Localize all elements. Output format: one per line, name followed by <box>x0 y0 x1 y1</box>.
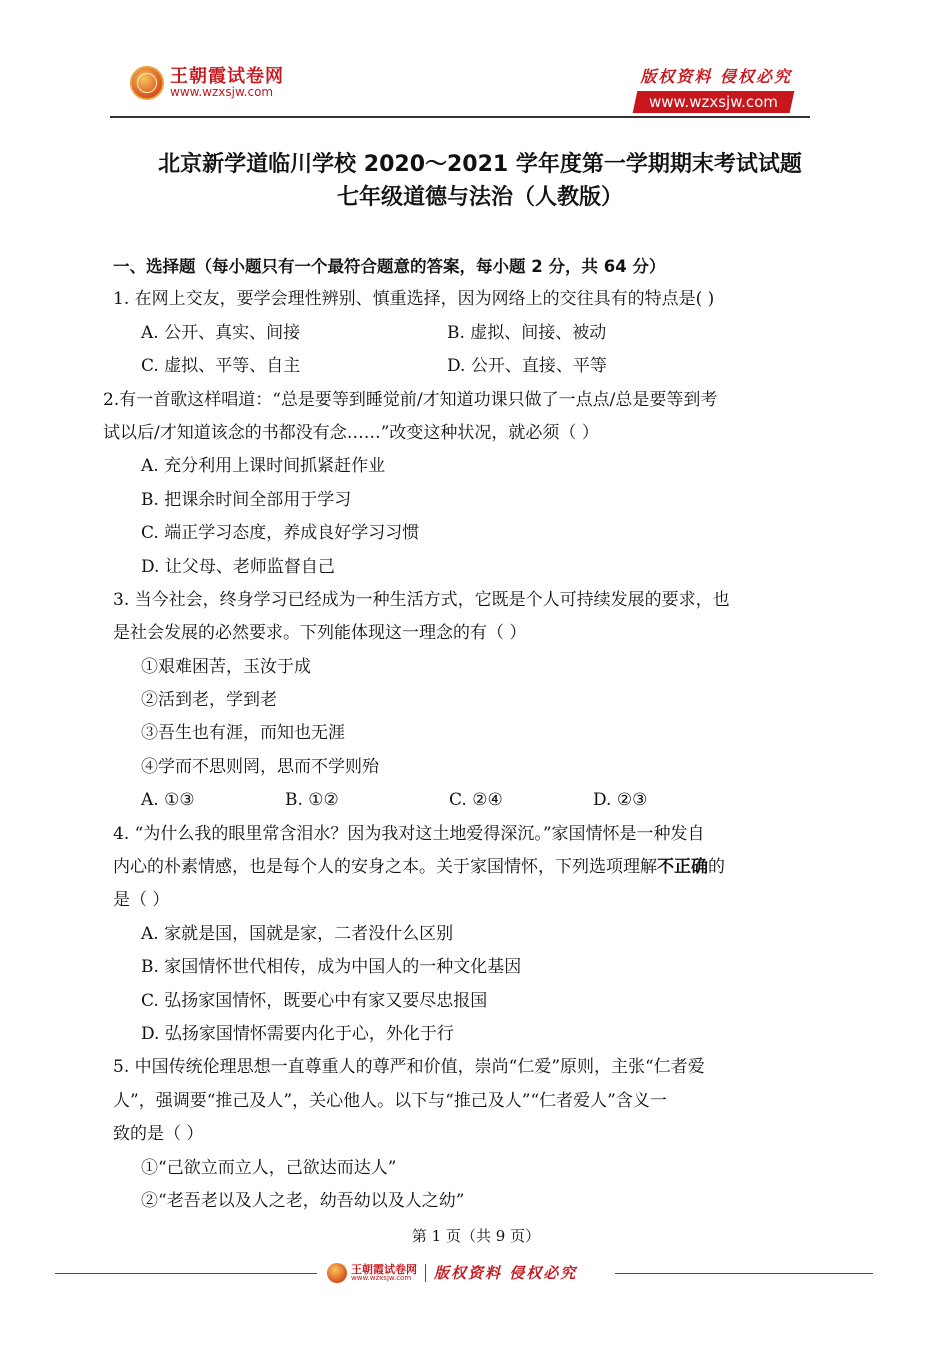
page-footer <box>55 1262 873 1286</box>
q2-option-a: A. 充分利用上课时间抓紧赶作业 <box>141 456 386 477</box>
q4-stem-2: 内心的朴素情感，也是每个人的安身之本。关于家国情怀，下列选项理解不正确的 <box>113 857 725 878</box>
q4-option-b: B. 家国情怀世代相传，成为中国人的一种文化基因 <box>141 957 522 978</box>
q4-stem-1: 4. “为什么我的眼里常含泪水？因为我对这土地爱得深沉。”家国情怀是一种发自 <box>113 823 705 844</box>
q1-option-b: B. 虚拟、间接、被动 <box>447 322 607 343</box>
q4-option-d: D. 弘扬家国情怀需要内化于心，外化于行 <box>141 1023 454 1044</box>
q3-item-3: ③吾生也有涯，而知也无涯 <box>141 723 345 744</box>
q1-option-a: A. 公开、真实、间接 <box>141 322 301 343</box>
footer-seal-icon <box>327 1263 347 1283</box>
q5-item-1: ①“己欲立而立人，己欲达而达人” <box>141 1157 397 1178</box>
q2-option-b: B. 把课余时间全部用于学习 <box>141 489 352 510</box>
footer-line-left <box>55 1273 317 1274</box>
footer-copyright: 版权资料 侵权必究 <box>434 1264 578 1282</box>
q1-options-row2 <box>113 350 813 383</box>
page-header <box>110 60 810 118</box>
q4-option-c: C. 弘扬家国情怀，既要心中有家又要尽忠报国 <box>141 990 488 1011</box>
q1-options-row1 <box>113 317 813 350</box>
exam-content <box>103 250 813 1218</box>
q5-stem-2: 人”，强调要“推己及人”，关心他人。以下与“推己及人”“仁者爱人”含义一 <box>113 1090 667 1111</box>
q5-item-2: ②“老吾老以及人之老，幼吾幼以及人之幼” <box>141 1190 465 1211</box>
q3-option-a: A. ①③ <box>141 790 195 811</box>
q5-stem-3: 致的是（ ） <box>113 1124 204 1145</box>
seal-logo-icon <box>130 66 164 100</box>
page-number: 第 1 页（共 9 页） <box>411 1227 541 1245</box>
q3-stem-1: 3. 当今社会，终身学习已经成为一种生活方式，它既是个人可持续发展的要求，也 <box>113 589 730 610</box>
section-heading: 一、选择题（每小题只有一个最符合题意的答案，每小题 2 分，共 64 分） <box>113 257 666 276</box>
q4-option-a: A. 家就是国，国就是家，二者没什么区别 <box>141 923 454 944</box>
title-line-1: 北京新学道临川学校 2020～2021 学年度第一学期期末考试试题 <box>158 152 802 177</box>
q1-stem: 1. 在网上交友，要学会理性辨别、慎重选择，因为网络上的交往具有的特点是( ) <box>113 289 715 310</box>
site-logo <box>130 66 284 100</box>
footer-logo-name: 王朝霞试卷网 <box>351 1262 417 1276</box>
q3-stem-2: 是社会发展的必然要求。下列能体现这一理念的有（ ） <box>113 623 527 644</box>
q2-option-c: C. 端正学习态度，养成良好学习习惯 <box>141 523 420 544</box>
logo-name: 王朝霞试卷网 <box>170 65 284 87</box>
q2-stem-1: 2.有一首歌这样唱道：“总是要等到睡觉前/才知道功课只做了一点点/总是要等到考 <box>103 389 718 410</box>
header-divider <box>110 116 810 118</box>
q3-option-d: D. ②③ <box>593 790 648 811</box>
logo-url: www.wzxsjw.com <box>170 85 274 100</box>
q1-option-c: C. 虚拟、平等、自主 <box>141 356 301 377</box>
q3-options <box>113 784 813 817</box>
q3-item-2: ②活到老，学到老 <box>141 690 277 711</box>
exam-title <box>110 148 850 214</box>
q4-emphasis: 不正确 <box>657 857 708 878</box>
footer-line-right <box>615 1273 873 1274</box>
q4-stem-3: 是（ ） <box>113 890 170 911</box>
q2-stem-2: 试以后/才知道该念的书都没有念……”改变这种状况，就必须（ ） <box>103 422 599 443</box>
q2-option-d: D. 让父母、老师监督自己 <box>141 556 335 577</box>
q3-item-1: ①艰难困苦，玉汝于成 <box>141 656 311 677</box>
copyright-notice: 版权资料 侵权必究 <box>640 67 792 86</box>
url-badge: www.wzxsjw.com <box>633 91 795 113</box>
title-line-2: 七年级道德与法治（人教版） <box>336 185 623 210</box>
footer-logo-url: www.wzxsjw.com <box>351 1273 412 1282</box>
q3-item-4: ④学而不思则罔，思而不学则殆 <box>141 756 379 777</box>
q3-option-c: C. ②④ <box>449 790 503 811</box>
q3-option-b: B. ①② <box>285 790 339 811</box>
q1-option-d: D. 公开、直接、平等 <box>447 356 607 377</box>
q5-stem-1: 5. 中国传统伦理思想一直尊重人的尊严和价值，崇尚“仁爱”原则，主张“仁者爱 <box>113 1057 705 1078</box>
